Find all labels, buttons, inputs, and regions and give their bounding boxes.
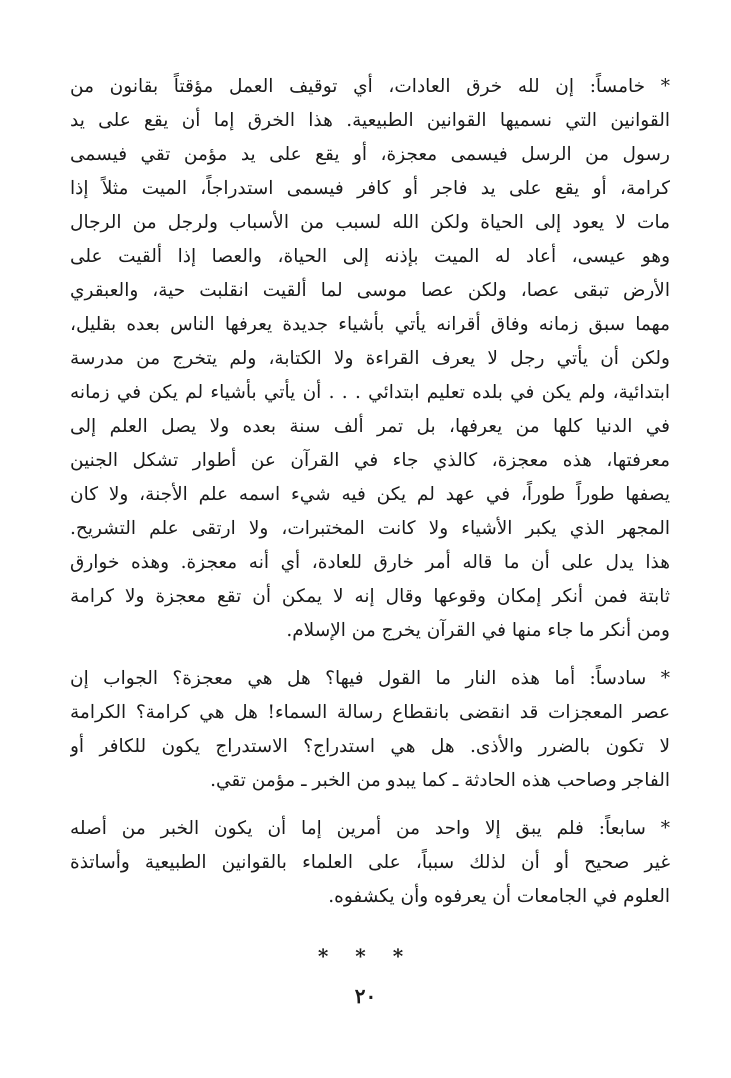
text-line: معرفتها، هذه معجزة، كالذي جاء في القرآن عن أطوار تشكل الجنين bbox=[70, 450, 670, 471]
paragraph-sixth bbox=[70, 662, 670, 798]
text-line: غير صحيح أو أن لذلك سبباً، على العلماء بالقوانين الطبيعية وأساتذة bbox=[70, 852, 670, 873]
text-line: هذا يدل على أن ما قاله أمر خارق للعادة، أي أنه معجزة. وهذه خوارق bbox=[70, 552, 670, 573]
text-line: * سادساً: أما هذه النار ما القول فيها؟ هل هي معجزة؟ الجواب إن bbox=[70, 668, 670, 689]
text-line: ابتدائية، ولم يكن في بلده تعليم ابتدائي . . . أن يأتي بأشياء لم يكن في زمانه bbox=[70, 382, 670, 403]
text-line: عصر المعجزات قد انقضى بانقطاع رسالة السماء! هل هي كرامة؟ الكرامة bbox=[70, 702, 670, 723]
text-line: * سابعاً: فلم يبق إلا واحد من أمرين إما أن يكون الخبر من أصله bbox=[70, 818, 670, 839]
text-line: الفاجر وصاحب هذه الحادثة ـ كما يبدو من الخبر ـ مؤمن تقي. bbox=[210, 770, 670, 791]
text-line: يصفها طوراً طوراً، في عهد لم يكن فيه شيء اسمه علم الأجنة، ولا كان bbox=[70, 484, 670, 505]
text-line: العلوم في الجامعات أن يعرفوه وأن يكشفوه. bbox=[328, 886, 670, 907]
text-line: القوانين التي نسميها القوانين الطبيعية. هذا الخرق إما أن يقع على يد bbox=[70, 110, 670, 131]
paragraph-fifth bbox=[70, 70, 670, 648]
page-number: ٢٠ bbox=[354, 984, 377, 1008]
text-line: المجهر الذي يكبر الأشياء ولا كانت المختبرات، ولا ارتقى علم التشريح. bbox=[70, 518, 670, 539]
text-line: ومن أنكر ما جاء منها في القرآن يخرج من الإسلام. bbox=[286, 620, 670, 641]
text-line: ثابتة فمن أنكر إمكان وقوعها وقال إنه لا يمكن أن تقع معجزة ولا كرامة bbox=[70, 586, 670, 607]
text-line: رسول من الرسل فيسمى معجزة، أو يقع على يد مؤمن تقي فيسمى bbox=[70, 144, 670, 165]
text-line: ولكن أن يأتي رجل لا يعرف القراءة ولا الكتابة، ولم يتخرج من مدرسة bbox=[70, 348, 670, 369]
text-line: مهما سبق زمانه وفاق أقرانه يأتي بأشياء جديدة يعرفها الناس بعده بقليل، bbox=[70, 314, 670, 335]
page-body bbox=[70, 70, 670, 914]
paragraph-seventh bbox=[70, 812, 670, 914]
text-line: * خامساً: إن لله خرق العادات، أي توقيف العمل مؤقتاً بقانون من bbox=[70, 76, 670, 97]
text-line: مات لا يعود إلى الحياة ولكن الله لسبب من الأسباب ولرجل من الرجال bbox=[70, 212, 670, 233]
section-separator: * * * bbox=[317, 944, 414, 968]
text-line: في الدنيا كلها من يعرفها، بل تمر ألف سنة بعده ولا يصل العلم إلى bbox=[70, 416, 670, 437]
text-line: الأرض تبقى عصا، ولكن عصا موسى لما ألقيت انقلبت حية، والعبقري bbox=[70, 280, 670, 301]
text-line: لا تكون بالضرر والأذى. هل هي استدراج؟ الاستدراج يكون للكافر أو bbox=[70, 736, 670, 757]
text-line: كرامة، أو يقع على يد فاجر أو كافر فيسمى استدراجاً، الميت مثلاً إذا bbox=[70, 178, 670, 199]
text-line: وهو عيسى، أعاد له الميت بإذنه إلى الحياة، والعصا إذا ألقيت على bbox=[70, 246, 670, 267]
